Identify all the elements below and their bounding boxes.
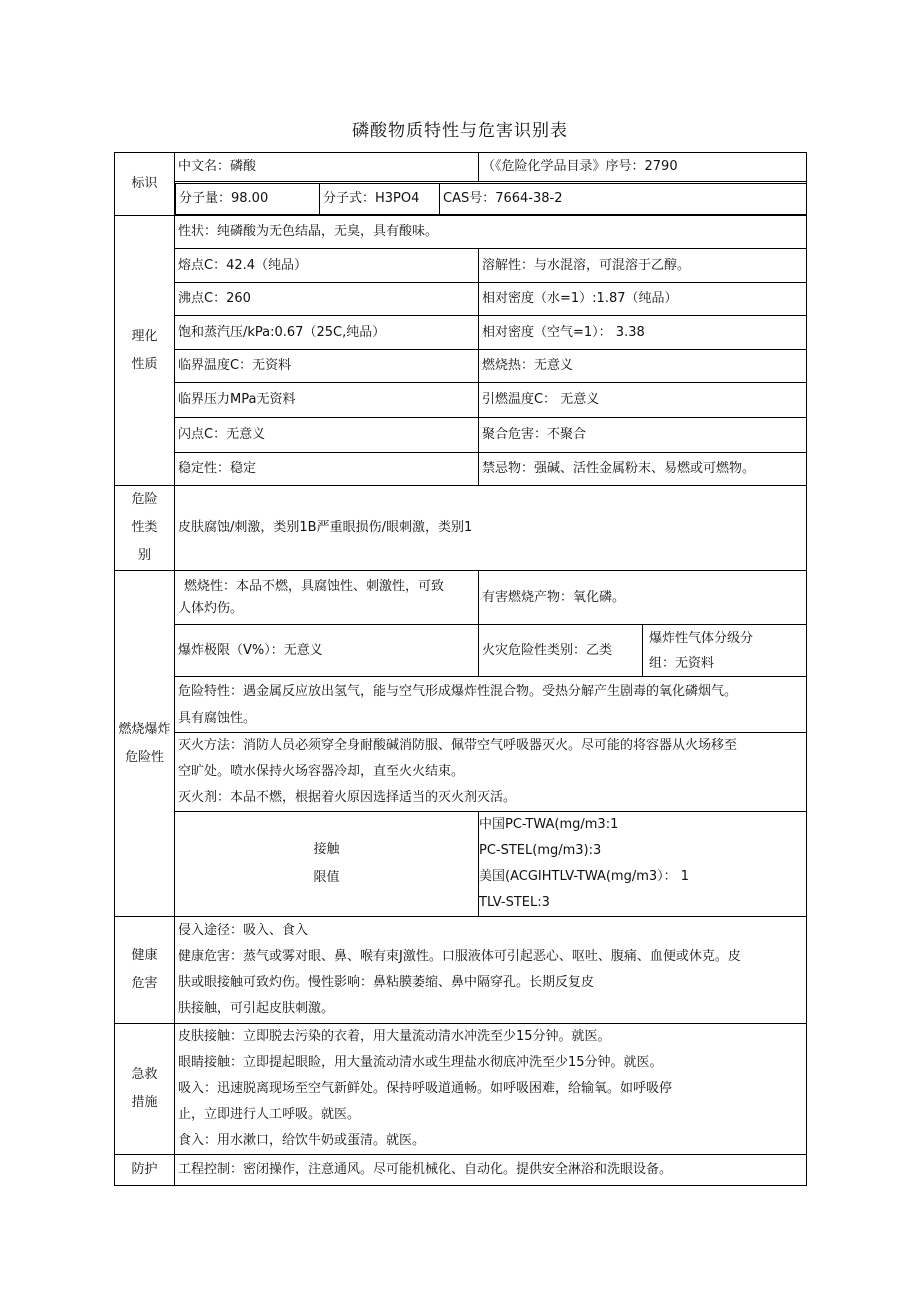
first-aid-row bbox=[115, 1024, 807, 1155]
identification-row-1 bbox=[115, 153, 807, 182]
fire-row-2 bbox=[115, 625, 807, 677]
physchem-label: 理化 性质 bbox=[115, 216, 175, 486]
solubility: 溶解性：与水混溶，可混溶于乙醇。 bbox=[479, 249, 807, 283]
fire-row-3 bbox=[115, 677, 807, 733]
stability: 稳定性：稳定 bbox=[175, 453, 479, 486]
identification-subtable bbox=[175, 183, 806, 215]
combustion-products: 有害燃烧产物：氧化磷。 bbox=[479, 571, 807, 625]
critical-pressure: 临界压力MPa无资料 bbox=[175, 383, 479, 418]
fire-hazard-class: 火灾危险性类别：乙类 bbox=[479, 625, 643, 677]
fire-row-1 bbox=[115, 571, 807, 625]
health-hazards: 侵入途径：吸入、食入 健康危害：蒸气或雾对眼、鼻、喉有束J激性。口服液体可引起恶心、呕吐、腹痛、血便或休克。皮 肤或眼接触可致灼伤。慢性影响：鼻粘膜萎缩、鼻中隔穿孔。长期反复皮 肤接触，可引起皮肤刺激。 bbox=[175, 917, 807, 1024]
fire-label: 燃烧爆炸 危险性 bbox=[115, 571, 175, 917]
gas-group: 爆炸性气体分级分 组：无资料 bbox=[643, 625, 807, 677]
heat-of-combustion: 燃烧热：无意义 bbox=[479, 350, 807, 383]
flammability: 燃烧性：本品不燃，具腐蚀性、刺激性，可致 人体灼伤。 bbox=[175, 571, 479, 625]
physchem-row bbox=[115, 383, 807, 418]
explosion-limit: 爆炸极限（V%）：无意义 bbox=[175, 625, 479, 677]
flash-point: 闪点C：无意义 bbox=[175, 418, 479, 453]
melting-point: 熔点C：42.4（纯品） bbox=[175, 249, 479, 283]
identification-label: 标识 bbox=[115, 153, 175, 216]
protection-label: 防护 bbox=[115, 1155, 175, 1186]
exposure-label: 接触 限值 bbox=[175, 812, 479, 917]
protection-row bbox=[115, 1155, 807, 1186]
hazard-class-label: 危险 性类 别 bbox=[115, 486, 175, 571]
page-title: 磷酸物质特性与危害识别表 bbox=[352, 121, 568, 141]
protection-text: 工程控制：密闭操作，注意通风。尽可能机械化、自动化。提供安全淋浴和洗眼设备。 bbox=[175, 1155, 807, 1186]
boiling-point: 沸点C：260 bbox=[175, 283, 479, 316]
first-aid-measures: 皮肤接触：立即脱去污染的衣着，用大量流动清水冲洗至少15分钟。就医。 眼睛接触：立即提起眼睑，用大量流动清水或生理盐水彻底冲洗至少15分钟。就医。 吸入：迅速脱离现场至空气新鲜处。保持呼吸道通畅。如呼吸困难，给输氧。如呼吸停 止，立即进行人工呼吸。就医。 食入：用水漱口，给饮牛奶或蛋清。就医。 bbox=[175, 1024, 807, 1155]
hazard-table bbox=[114, 152, 807, 1186]
relative-density-air: 相对密度（空气=1）： 3.38 bbox=[479, 316, 807, 350]
molecular-formula: 分子式：H3PO4 bbox=[320, 183, 440, 214]
extinguishing-method: 灭火方法：消防人员必须穿全身耐酸碱消防服、佩带空气呼吸器灭火。尽可能的将容器从火场移至 空旷处。喷水保持火场容器冷却，直至火火结束。 灭火剂：本品不燃，根据着火原因选择适当的灭火剂灭活。 bbox=[175, 733, 807, 812]
hazard-class-text: 皮肤腐蚀/刺激，类别1B严重眼损伤/眼刺激，类别1 bbox=[175, 486, 807, 571]
cas-number: CAS号：7664-38-2 bbox=[440, 183, 807, 214]
first-aid-label: 急救 措施 bbox=[115, 1024, 175, 1155]
health-row bbox=[115, 917, 807, 1024]
critical-temperature: 临界温度C：无资料 bbox=[175, 350, 479, 383]
physchem-row bbox=[115, 453, 807, 486]
cn-name: 中文名：磷酸 bbox=[175, 153, 479, 182]
ignition-temperature: 引燃温度C： 无意义 bbox=[479, 383, 807, 418]
hazard-characteristics: 危险特性：遇金属反应放出氢气，能与空气形成爆炸性混合物。受热分解产生剧毒的氧化磷烟气。 具有腐蚀性。 bbox=[175, 677, 807, 733]
exposure-row bbox=[115, 812, 807, 917]
physchem-row bbox=[115, 249, 807, 283]
fire-row-4 bbox=[115, 733, 807, 812]
vapor-pressure: 饱和蒸汽压/kPa:0.67（25C,纯品） bbox=[175, 316, 479, 350]
appearance: 性状：纯磷酸为无色结晶，无臭，具有酸味。 bbox=[175, 216, 807, 249]
physchem-row bbox=[115, 283, 807, 316]
molecular-weight: 分子量：98.00 bbox=[176, 183, 320, 214]
catalog-number: （《危险化学品目录》序号：2790 bbox=[479, 153, 807, 182]
physchem-row bbox=[115, 350, 807, 383]
incompatible-materials: 禁忌物：强碱、活性金属粉末、易燃或可燃物。 bbox=[479, 453, 807, 486]
health-label: 健康 危害 bbox=[115, 917, 175, 1024]
exposure-limits: 中国PC-TWA(mg/m3:1 PC-STEL(mg/m3):3 美国(ACGIHTLV-TWA(mg/m3）： 1 TLV-STEL:3 bbox=[479, 812, 807, 917]
relative-density-water: 相对密度（水=1）:1.87（纯品） bbox=[479, 283, 807, 316]
hazard-class-row bbox=[115, 486, 807, 571]
physchem-row bbox=[115, 316, 807, 350]
appearance-row bbox=[115, 216, 807, 249]
polymerization-hazard: 聚合危害：不聚合 bbox=[479, 418, 807, 453]
identification-row-2 bbox=[115, 182, 807, 216]
physchem-row bbox=[115, 418, 807, 453]
